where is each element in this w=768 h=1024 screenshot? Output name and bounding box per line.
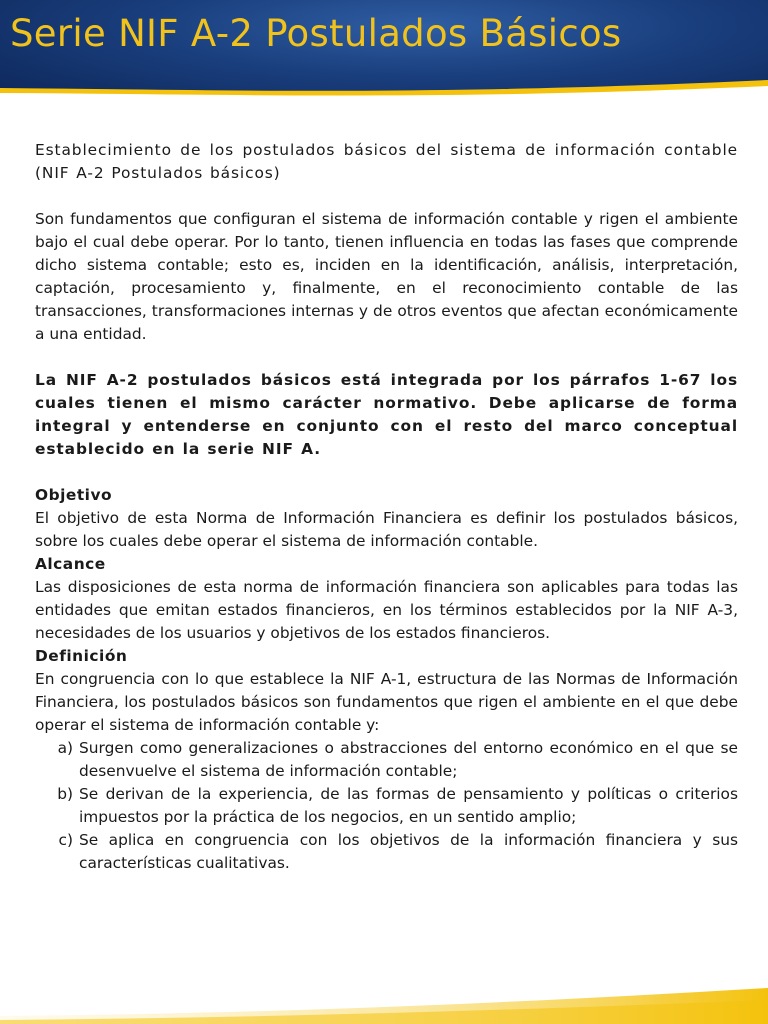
list-item: [35, 737, 738, 783]
list-marker: c): [58, 831, 73, 849]
header-gold-stripe: [0, 0, 768, 104]
list-item: [35, 783, 738, 829]
objetivo-heading: Objetivo: [35, 486, 113, 504]
list-marker: a): [57, 739, 73, 757]
alcance-text: Las disposiciones de esta norma de información financiera son aplicables para todas las entidades que emitan estados financieros, en los términos establecidos por la NIF A-3, necesidades de los usuarios y objetivos de los estados financieros.: [35, 578, 738, 642]
definicion-text: En congruencia con lo que establece la NIF A-1, estructura de las Normas de Información Financiera, los postulados básicos son fundamentos que rigen el ambiente en el que debe operar el sistema de información contable y:: [35, 670, 738, 734]
list-item-text: Surgen como generalizaciones o abstracciones del entorno económico en el que se desenvuelve el sistema de información contable;: [79, 739, 738, 780]
list-marker: b): [57, 785, 73, 803]
list-item-text: Se aplica en congruencia con los objetivos de la información financiera y sus características cualitativas.: [79, 831, 738, 872]
main-content: [35, 139, 738, 875]
list-item: [35, 829, 738, 875]
alcance-heading: Alcance: [35, 555, 106, 573]
footer-gold-stripe: [0, 964, 768, 1024]
intro-paragraph: Son fundamentos que configuran el sistema de información contable y rigen el ambiente bajo el cual debe operar. Por lo tanto, tienen influencia en todas las fases que comprende dicho sistema contable; esto es, inciden en la identificación, análisis, interpretación, captación, procesamiento y, finalmente, en el reconocimiento contable de las transacciones, transformaciones internas y de otros eventos que afectan económicamente a una entidad.: [35, 210, 738, 343]
definicion-list: [35, 737, 738, 875]
bold-paragraph: La NIF A-2 postulados básicos está integrada por los párrafos 1-67 los cuales tienen el mismo carácter normativo. Debe aplicarse de forma integral y entenderse en conjunto con el resto del marco conceptual establecido en la serie NIF A.: [35, 371, 738, 458]
definicion-heading: Definición: [35, 647, 128, 665]
page-title: Serie NIF A-2 Postulados Básicos: [10, 12, 622, 55]
intro-title: Establecimiento de los postulados básicos del sistema de información contable (NIF A-2 Postulados básicos): [35, 141, 738, 182]
header-banner: [0, 0, 768, 104]
objetivo-text: El objetivo de esta Norma de Información Financiera es definir los postulados básicos, sobre los cuales debe operar el sistema de información contable.: [35, 509, 738, 550]
list-item-text: Se derivan de la experiencia, de las formas de pensamiento y políticas o criterios impuestos por la práctica de los negocios, en un sentido amplio;: [79, 785, 738, 826]
